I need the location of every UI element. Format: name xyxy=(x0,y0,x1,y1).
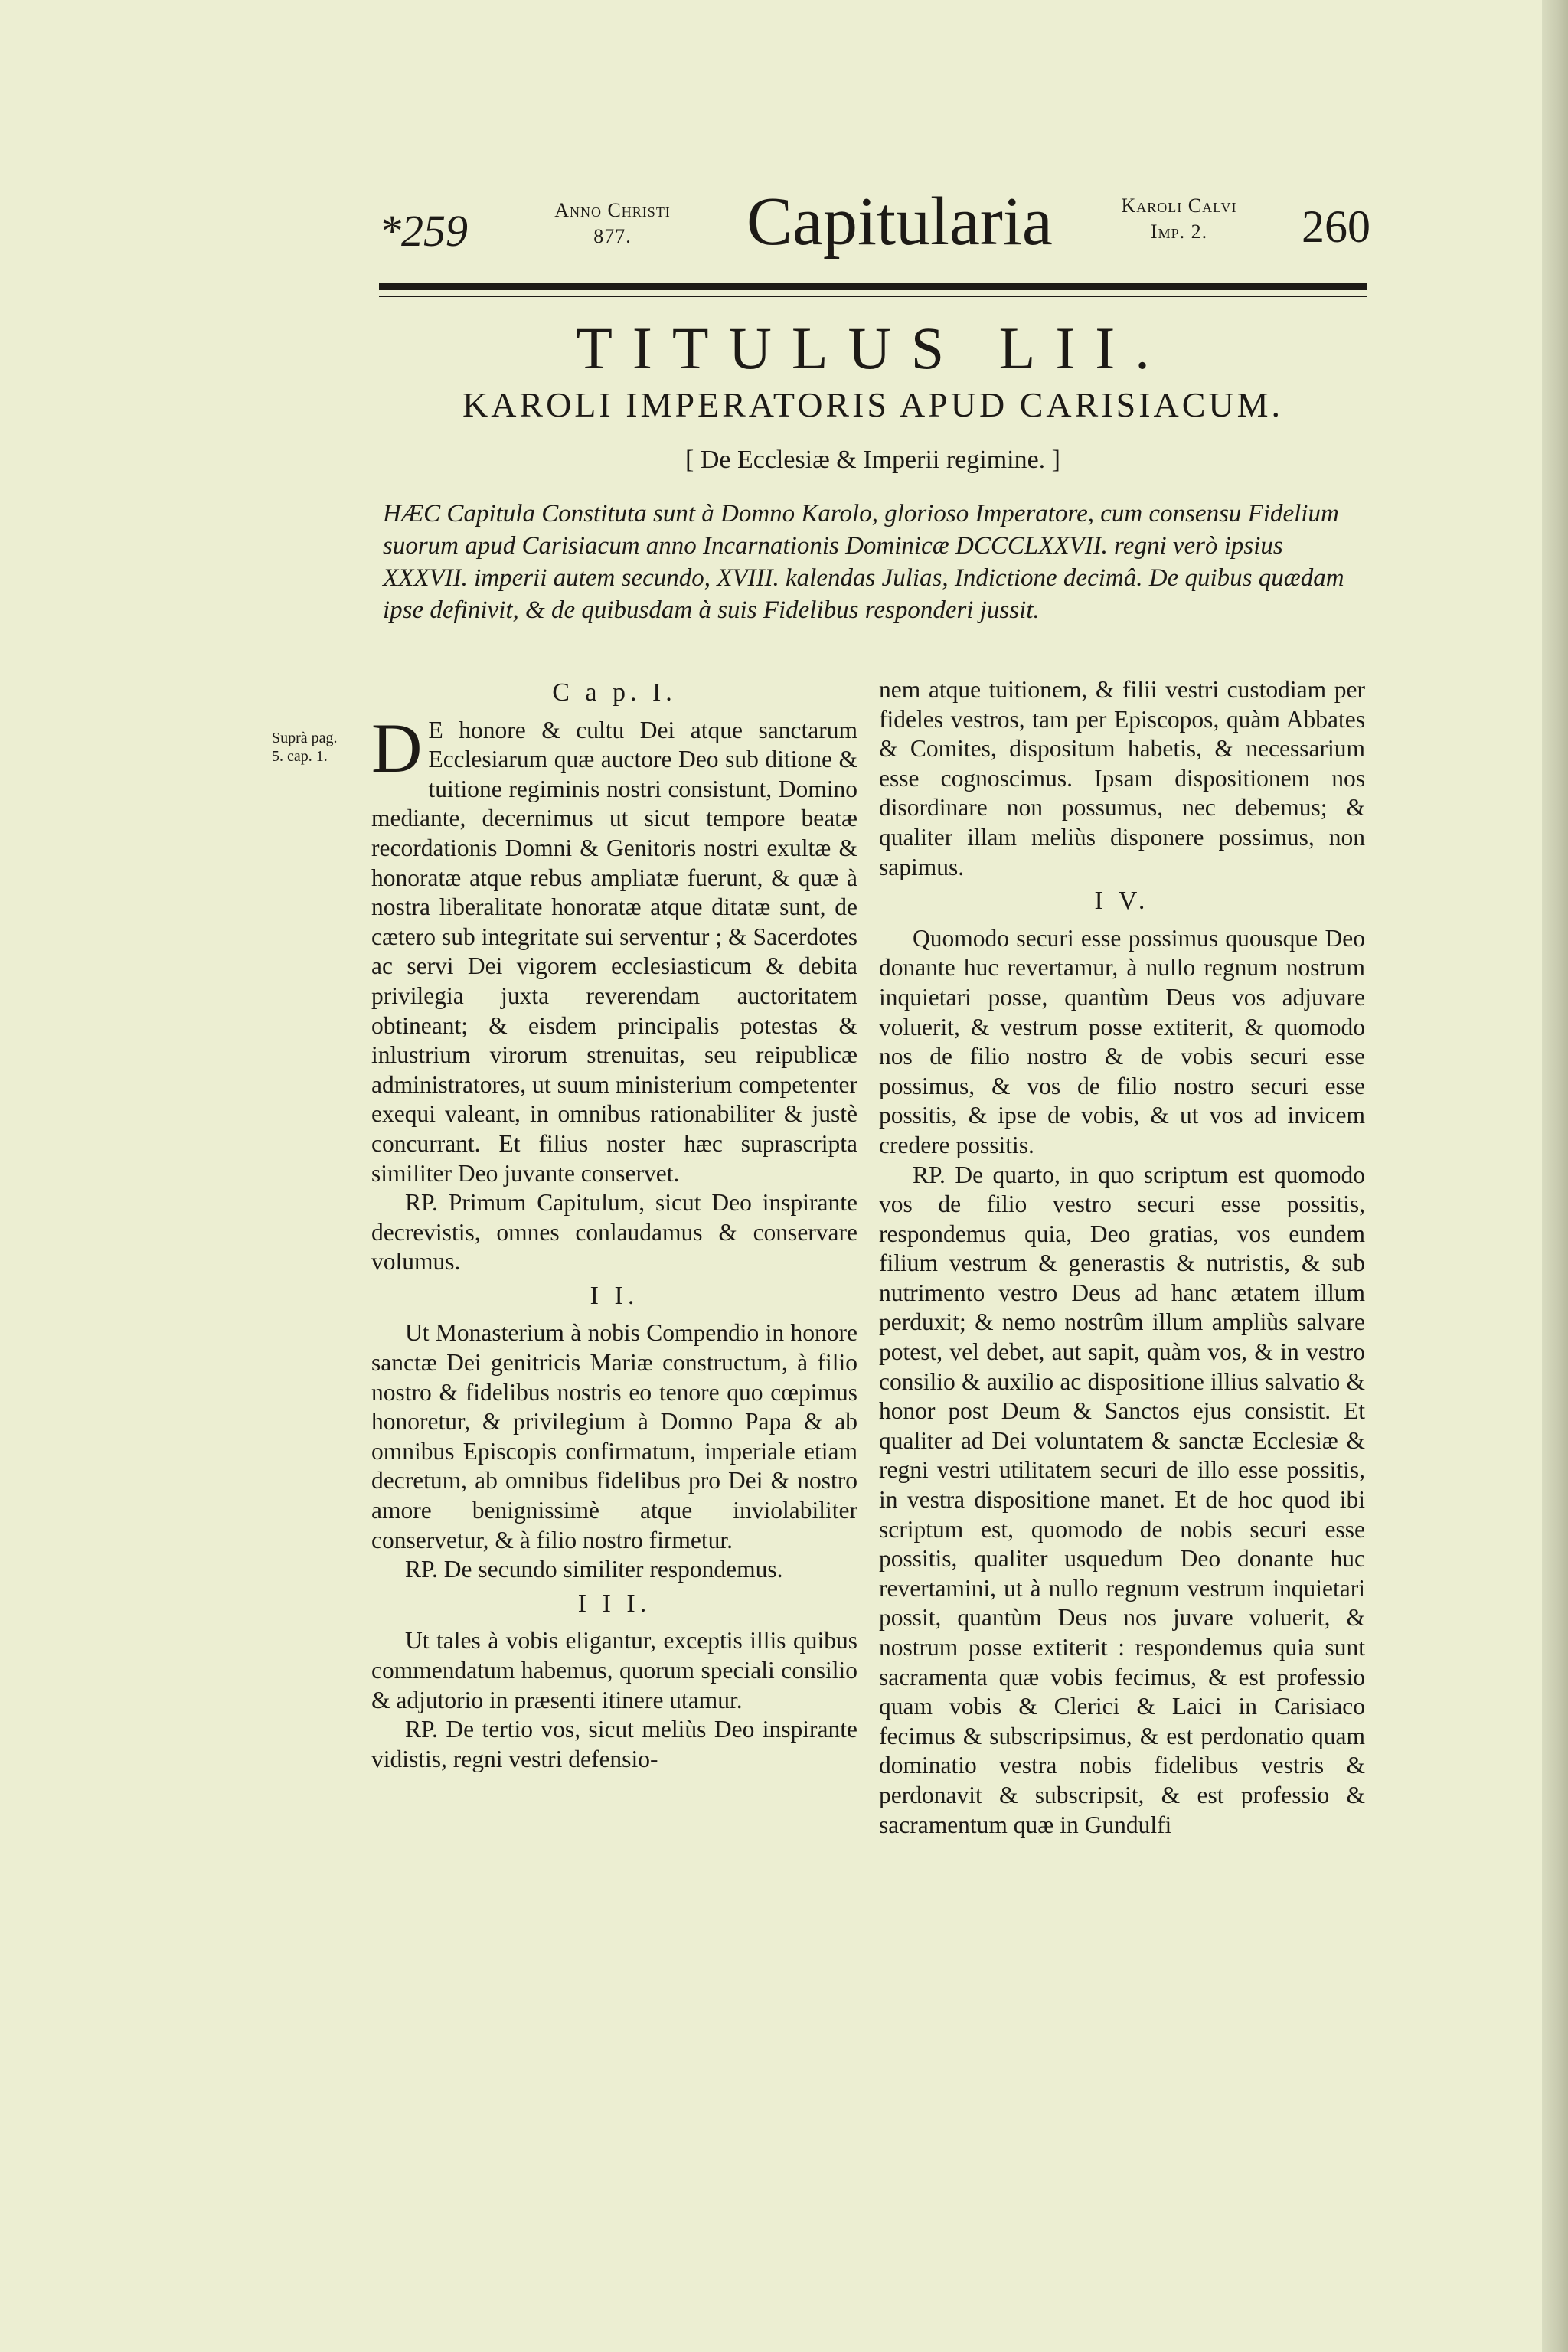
karoli-line-1: Karoli Calvi xyxy=(1121,194,1237,217)
margin-note-line-2: 5. cap. 1. xyxy=(272,748,328,765)
continued-text: nem atque tuitionem, & filii vestri custodiam per fideles vestros, tam per Episcopos, quàm Abbates & Comites, dispositum habetis, & necessarium esse cognoscimus. Ipsam dispositionem nos disordinare non possumus, nec debemus; & qualiter illam meliùs disponere possimus, non sapimus. xyxy=(879,676,1365,880)
section-summary: [ De Ecclesiæ & Imperii regimine. ] xyxy=(685,446,1060,474)
margin-note-line-1: Suprà pag. xyxy=(272,730,338,746)
page-header xyxy=(0,0,1568,291)
running-head-anno xyxy=(528,198,697,250)
chapter-heading-2: I I. xyxy=(590,1281,639,1310)
margin-note xyxy=(272,729,364,766)
page-number-left: *259 xyxy=(379,206,468,256)
karoli-line-2: Imp. 2. xyxy=(1150,220,1208,243)
response-1: RP. Primum Capitulum, sicut Deo inspirante decrevistis, omnes conlaudamus & conservare volumus. xyxy=(371,1189,858,1276)
section-subtitle: KAROLI IMPERATORIS APUD CARISIACUM. xyxy=(462,385,1284,424)
section-title: TITULUS LII. xyxy=(576,315,1170,381)
chapter-text-2: Ut Monasterium à nobis Compendio in honore sanctæ Dei genitricis Mariæ constructum, à filio nostro & fidelibus nostris eo tenore quo cœpimus honoretur, & privilegium à Domno Papa & ab omnibus Episcopis confirmatum, imperiale etiam decretum, ab omnibus fidelibus pro Dei & nostro amore benignissimè atque inviolabiliter conservetur, & à filio nostro firmetur. xyxy=(371,1319,858,1553)
response-4: RP. De quarto, in quo scriptum est quomodo vos de filio vestro securi esse possitis, respondemus quia, Deo gratias, vos eundem filium vestrum & generastis & nutristis, & sub nutrimento vestro Deus ad hanc ætatem illum perduxit; & nemo nostrûm illum ampliùs salvare potest, vel debet, aut sapit, quàm vos, & in vestro consilio & auxilio ac dispositione illius salvatio & honor post Deum & Sanctos ejus consistit. Et qualiter ad Dei voluntatem & sanctæ Ecclesiæ & regni vestri utilitatem securi de illo esse possitis, in vestra dispositione manet. Et de hoc quod ibi scriptum est, quomodo de nobis securi esse possitis, qualiter usquedum Deo donante huc revertamini, ut à nullo regnum vestrum inquietari possit, quantùm Deus nos juvare voluerit, & nostrum posse extiterit : respondemus quia sunt sacramenta quæ vobis fecimus, & est professio quam vobis & Clerici & Laici in Carisiaco fecimus & subscripsimus, & est perdonatio quam dominatio vestra nobis fidelibus vestris & perdonavit & subscripsit, & est professio & sacramentum quæ in Gundulfi xyxy=(879,1161,1365,1838)
page-number-right: 260 xyxy=(1302,201,1370,252)
left-column xyxy=(371,674,858,1774)
response-2: RP. De secundo similiter respondemus. xyxy=(405,1556,783,1583)
header-rule-thick xyxy=(379,283,1367,290)
anno-line-2: 877. xyxy=(593,225,632,247)
chapter-heading-4: I V. xyxy=(1094,887,1150,916)
chapter-text-1: DE honore & cultu Dei atque sanctarum Ecclesiarum quæ auctore Deo sub ditione & tuitione regiminis nostri consistunt, Domino mediante, decernimus ut sicut tempore beatæ recordationis Domni & Genitoris nostri exultæ & honoratæ atque rebus ampliatæ fuerunt, & quæ à nostra liberalitate honoratæ atque ditatæ sunt, de cætero sub integritate sui serventur ; & Sacerdotes ac servi Dei vigorem ecclesiasticum & debita privilegia juxta reverendam auctoritatem obtineant; & eisdem principalis potestas & inlustrium virorum strenuitas, seu reipublicæ administratores, ut suum ministerium competenter exequi valeant, in omnibus rationabiliter & justè concurrant. Et filius noster hæc suprascripta similiter Deo juvante conservet. xyxy=(371,708,858,1187)
response-3: RP. De tertio vos, sicut meliùs Deo inspirante vidistis, regni vestri defensio- xyxy=(371,1716,858,1772)
chapter-text-4: Quomodo securi esse possimus quousque Deo donante huc revertamur, à nullo regnum nostrum inquietari posse, quantùm Deus vos adjuvare voluerit, & vestrum posse extiterit, & quomodo nos de filio nostro & de vobis securi esse possimus, & vos de filio nostro securi esse possitis, & ipse de vobis, & ut vos ad invicem credere possitis. xyxy=(879,924,1365,1158)
chapter-text-3: Ut tales à vobis eligantur, exceptis illis quibus commendatum habemus, quorum speciali consilio & adjutorio in præsenti itinere utamur. xyxy=(371,1627,858,1713)
header-rule-thin xyxy=(379,296,1367,297)
page-edge xyxy=(1542,0,1568,2352)
running-head-title: Capitularia xyxy=(746,184,1053,260)
chapter-heading-3: I I I. xyxy=(577,1589,652,1618)
right-column xyxy=(879,675,1365,1840)
running-head-karoli xyxy=(1087,193,1271,245)
intro-paragraph: HÆC Capitula Constituta sunt à Domno Karolo, glorioso Imperatore, cum consensu Fidelium suorum apud Carisiacum anno Incarnationis Dominicæ DCCCLXXVII. regni verò ipsius XXXVII. imperii autem secundo, XVIII. kalendas Julias, Indictione decimâ. De quibus quædam ipse definivit, & de quibusdam à suis Fidelibus responderi jussit. xyxy=(383,500,1344,624)
anno-line-1: Anno Christi xyxy=(554,199,671,221)
chapter-heading-1: C a p. I. xyxy=(552,678,677,707)
